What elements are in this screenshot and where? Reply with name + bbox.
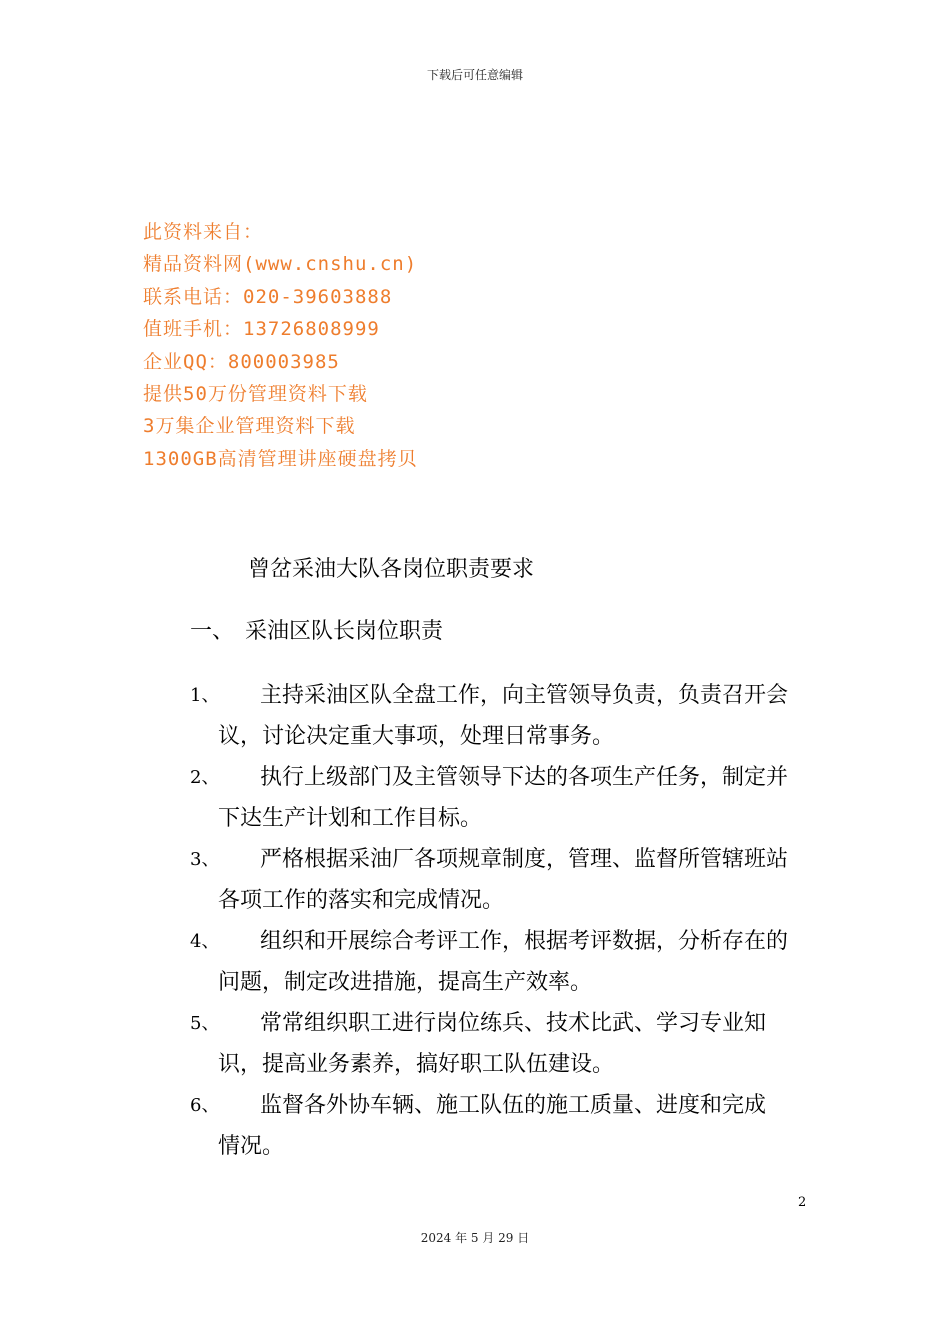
duty-text-line1: 主持采油区队全盘工作，向主管领导负责，负责召开会 xyxy=(260,683,789,708)
duty-item xyxy=(190,676,810,758)
duty-number: 3、 xyxy=(190,849,220,870)
duty-item xyxy=(190,1004,810,1086)
duty-item xyxy=(190,758,810,840)
promo-line-website: 精品资料网(www.cnshu.cn) xyxy=(143,253,418,276)
section-heading xyxy=(190,614,443,645)
promo-line-qq: 企业QQ：800003985 xyxy=(143,350,340,373)
section-title: 采油区队长岗位职责 xyxy=(245,619,444,644)
page-number: 2 xyxy=(798,1195,807,1210)
duty-text-line2: 下达生产计划和工作目标。 xyxy=(218,806,483,831)
footer-date: 2024 年 5 月 29 日 xyxy=(420,1231,530,1245)
duty-text-line1: 组织和开展综合考评工作，根据考评数据，分析存在的 xyxy=(260,929,789,954)
header-note: 下载后可任意编辑 xyxy=(426,68,523,82)
duty-text-line1: 监督各外协车辆、施工队伍的施工质量、进度和完成 xyxy=(260,1093,767,1118)
duty-item xyxy=(190,922,810,1004)
duty-text-line1: 常常组织职工进行岗位练兵、技术比武、学习专业知 xyxy=(260,1011,767,1036)
duty-text-line2: 各项工作的落实和完成情况。 xyxy=(218,888,505,913)
duty-text-line1: 执行上级部门及主管领导下达的各项生产任务，制定并 xyxy=(260,765,789,790)
duty-text-line1: 严格根据采油厂各项规章制度，管理、监督所管辖班站 xyxy=(260,847,789,872)
duty-number: 1、 xyxy=(190,685,220,706)
promo-block xyxy=(143,216,418,475)
duty-number: 2、 xyxy=(190,767,220,788)
duty-item xyxy=(190,840,810,922)
duty-text-line2: 问题，制定改进措施，提高生产效率。 xyxy=(218,970,593,995)
promo-line-offer-3: 1300GB高清管理讲座硬盘拷贝 xyxy=(143,447,418,470)
duty-list xyxy=(190,676,810,1168)
duty-text-line2: 识，提高业务素养，搞好职工队伍建设。 xyxy=(218,1052,615,1077)
duty-text-line2: 议，讨论决定重大事项，处理日常事务。 xyxy=(218,724,615,749)
promo-line-mobile: 值班手机：13726808999 xyxy=(143,318,380,341)
duty-number: 4、 xyxy=(190,931,220,952)
promo-line-offer-2: 3万集企业管理资料下载 xyxy=(143,415,356,438)
promo-line-offer-1: 提供50万份管理资料下载 xyxy=(143,383,368,406)
document-title: 曾岔采油大队各岗位职责要求 xyxy=(248,557,535,582)
duty-item xyxy=(190,1086,810,1168)
duty-text-line2: 情况。 xyxy=(218,1134,285,1159)
duty-number: 5、 xyxy=(190,1013,220,1034)
promo-line-source: 此资料来自： xyxy=(143,221,264,243)
promo-line-phone: 联系电话：020-39603888 xyxy=(143,285,393,308)
duty-number: 6、 xyxy=(190,1095,220,1116)
section-number: 一、 xyxy=(190,619,235,644)
